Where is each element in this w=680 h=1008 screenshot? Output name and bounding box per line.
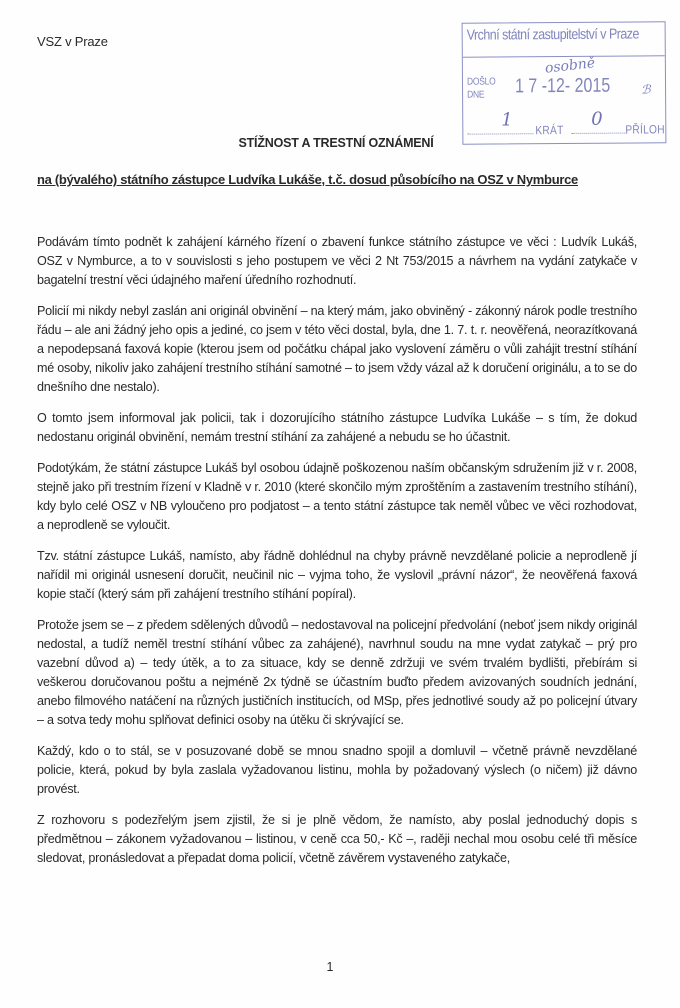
stamp-attachments-label: PŘÍLOH <box>625 122 665 137</box>
stamp-received-date: 1 7 -12- 2015 <box>514 74 611 98</box>
paragraph: Tzv. státní zástupce Lukáš, namísto, aby řádně dohlédnul na chyby právně nevzdělané policie a neprodleně jí nařídil mi originál usnesení doručit, neučinil nic – vyjma toho, že vyslovil „právní názor“, že neověřená faxová kopie stačí (který sám při zahájení trestního stíhání popíral). <box>37 549 637 601</box>
stamp-handwritten-initial: ℬ <box>640 82 651 97</box>
stamp-copies-count: 1 <box>501 109 513 131</box>
addressee: VSZ v Praze <box>37 34 108 49</box>
paragraph: Protože jsem se – z předem sdělených důvodů – nedostavoval na policejní předvolání (neboť jsem nikdy originál nedostal, a tudíž neměl trestní stíhání vůbec za zahájené), navrhnul soudu na mne vydat zatykač – prý pro vazební důvod a) – tedy útěk, a to za situace, kdy se denně zdržuji ve svém trvalém bydlišti, přebírám si veškerou doručovanou poštu a nejméně 2x týdně se účastním buďto předem avizovaných soudních jednání, anebo filmového natáčení na různých justičních institucích, od MSp, přes jednotlivé soudy až po policejní útvary – a sotva tedy mohu splňovat definici osoby na útěku či skrývající se. <box>37 618 637 727</box>
stamp-handwritten-note: osobně <box>544 55 596 77</box>
paragraph: Policií mi nikdy nebyl zaslán ani originál obvinění – na který mám, jako obviněný - zákonný nárok podle trestního řádu – ale ani žádný jeho opis a jediné, co jsem v této věci dostal, byla, dne 1. 7. t. r. neověřená, neorazítkovaná a nepodepsaná faxová kopie (kterou jsem od počátku chápal jako vyslovení záměru o vůli zahájit trestní stíhání mé osoby, nikoliv jako zahájení trestního stíhání samotné – to jsem vždy vázal až k doručení originálu, a to se do dnešního dne nestalo). <box>37 304 637 394</box>
stamp-dotted-line <box>467 133 533 134</box>
paragraph: Podávám tímto podnět k zahájení kárného řízení o zbavení funkce státního zástupce ve věci : Ludvík Lukáš, OSZ v Nymburce, a to v souvislosti s jeho postupem ve věci 2 Nt 753/2015 a návrhem na vydání zatykače v bagatelní trestní věci údajného maření úředního rozhodnutí. <box>37 235 637 287</box>
stamp-copies-label: KRÁT <box>535 123 564 138</box>
stamp-received-label <box>467 75 496 101</box>
document-subtitle: na (bývalého) státního zástupce Ludvíka Lukáše, t.č. dosud působícího na OSZ v Nymburce <box>37 172 578 187</box>
document-title <box>0 136 680 150</box>
document-body <box>37 233 637 880</box>
stamp-dotted-line <box>571 133 625 134</box>
paragraph: Každý, kdo o to stál, se v posuzované době se mnou snadno spojil a domluvil – včetně právně nevzdělané policie, která, pokud by byla zaslala vyžadovanou listinu, mohla by požadovaný výslech (o ničem) již dávno provést. <box>37 744 637 796</box>
paragraph: Podotýkám, že státní zástupce Lukáš byl osobou údajně poškozenou naším občanským sdružením již v r. 2008, stejně jako při trestním řízení v Kladně v r. 2010 (které skončilo mým zproštěním a zastavením trestního stíhání), kdy bylo celé OSZ v NB vyloučeno pro podjatost – a tento státní zástupce tak neměl vůbec ve věci rozhodovat, a neprodleně se vyloučit. <box>37 461 637 532</box>
page-number-text: 1 <box>326 960 334 974</box>
stamp-title: Vrchní státní zastupitelství v Praze <box>466 26 639 44</box>
received-stamp <box>462 21 667 144</box>
stamp-received-label-line2: DNE <box>467 89 485 101</box>
document-title-text: STÍŽNOST A TRESTNÍ OZNÁMENÍ <box>238 136 434 150</box>
stamp-attachments-count: 0 <box>591 108 603 130</box>
paragraph: Z rozhovoru s podezřelým jsem zjistil, že si je plně vědom, že namísto, aby poslal jednoduchý dopis s předmětnou – zákonem vyžadovanou – listinou, v ceně cca 50,- Kč –, raději nechal mou osobu celé tři měsíce sledovat, pronásledovat a přepadat doma policií, včetně závěrem vystaveného zatykače, <box>37 813 637 865</box>
stamp-divider <box>463 55 665 57</box>
page-number <box>0 960 680 974</box>
paragraph: O tomto jsem informoval jak policii, tak i dozorujícího státního zástupce Ludvíka Lukáše – s tím, že dokud nedostanu originál obvinění, nemám trestní stíhání za zahájené a nebudu se ho účastnit. <box>37 411 637 444</box>
stamp-received-label-line1: DOŠLO <box>466 76 496 88</box>
